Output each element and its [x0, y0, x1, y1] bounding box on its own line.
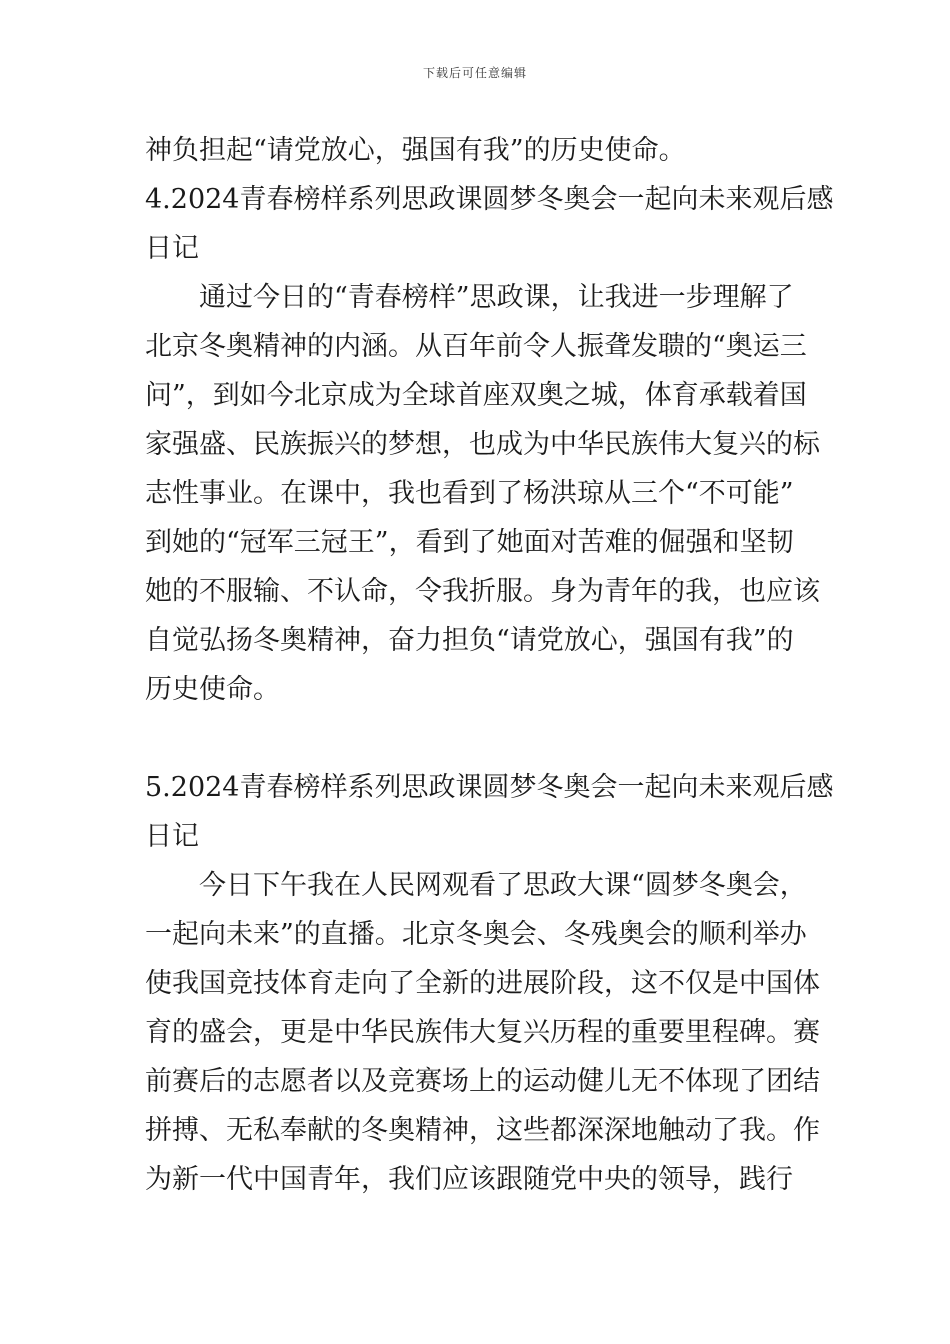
section-4-title: 4.2024青春榜样系列思政课圆梦冬奥会一起向未来观后感	[145, 184, 834, 215]
paragraph-line: 志性事业。在课中，我也看到了杨洪琼从三个“不可能”	[145, 478, 794, 509]
paragraph-line: 一起向未来”的直播。北京冬奥会、冬残奥会的顺利举办	[145, 919, 807, 950]
document-body	[145, 126, 834, 1204]
section-4-title-cont: 日记	[145, 233, 199, 264]
section-5-title: 5.2024青春榜样系列思政课圆梦冬奥会一起向未来观后感	[145, 772, 834, 803]
paragraph-line: 自觉弘扬冬奥精神，奋力担负“请党放心，强国有我”的	[145, 625, 794, 656]
paragraph-line: 为新一代中国青年，我们应该跟随党中央的领导，践行	[145, 1164, 793, 1195]
section-5-title-cont: 日记	[145, 821, 199, 852]
paragraph-line: 前赛后的志愿者以及竞赛场上的运动健儿无不体现了团结	[145, 1066, 820, 1097]
paragraph-line: 拼搏、无私奉献的冬奥精神，这些都深深地触动了我。作	[145, 1115, 820, 1146]
section-spacer	[145, 714, 810, 763]
paragraph-line: 到她的“冠军三冠王”，看到了她面对苦难的倔强和坚韧	[145, 527, 794, 558]
text-line: 神负担起“请党放心，强国有我”的历史使命。	[145, 135, 686, 166]
paragraph-line: 她的不服输、不认命，令我折服。身为青年的我，也应该	[145, 576, 820, 607]
paragraph-line: 育的盛会，更是中华民族伟大复兴历程的重要里程碑。赛	[145, 1017, 820, 1048]
paragraph-line: 问”，到如今北京成为全球首座双奥之城，体育承载着国	[145, 380, 807, 411]
paragraph-line: 历史使命。	[145, 674, 280, 705]
paragraph-line: 今日下午我在人民网观看了思政大课“圆梦冬奥会，	[199, 870, 807, 901]
paragraph-line: 通过今日的“青春榜样”思政课，让我进一步理解了	[199, 282, 794, 313]
page-header: 下载后可任意编辑	[422, 66, 527, 80]
paragraph-line: 使我国竞技体育走向了全新的进展阶段，这不仅是中国体	[145, 968, 820, 999]
paragraph-line: 北京冬奥精神的内涵。从百年前令人振聋发聩的“奥运三	[145, 331, 807, 362]
paragraph-line: 家强盛、民族振兴的梦想，也成为中华民族伟大复兴的标	[145, 429, 820, 460]
